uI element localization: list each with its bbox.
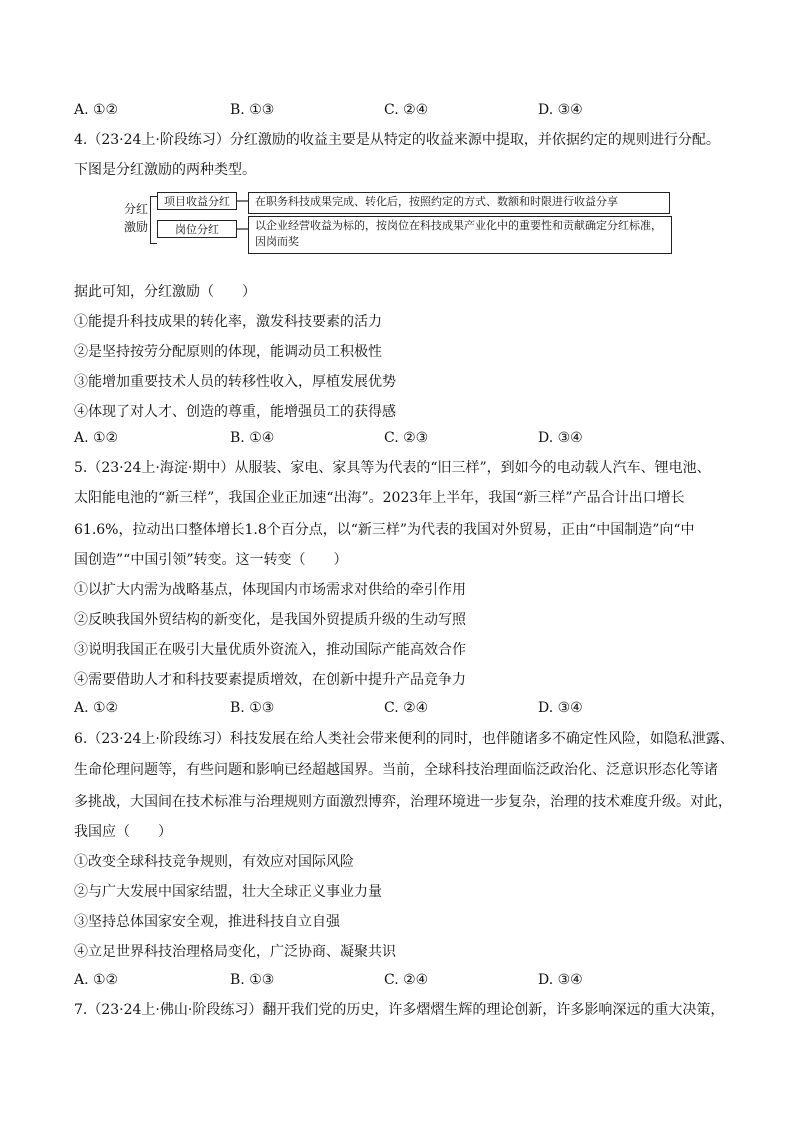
q6-option-c: C. ②④: [384, 972, 429, 988]
desc-box-project: 在职务科技成果完成、转化后，按照约定的方式、数额和时限进行收益分享: [248, 192, 670, 214]
q4-option-a: A. ①②: [74, 430, 119, 446]
diagram-root-label: 分红激励: [124, 202, 149, 234]
q5-stem-line-3: 61.6%，拉动出口整体增长1.8个百分点，以“新三样”为代表的我国对外贸易，正由“中国制造”向“中: [74, 522, 695, 538]
q5-option-d: D. ③④: [538, 700, 583, 716]
q4-option-c: C. ②③: [384, 430, 429, 446]
q5-stem-line-1: 5.（23·24上·海淀·期中）从服装、家电、家具等为代表的“旧三样”，到如今的电动载人汽车、锂电池、: [74, 460, 711, 476]
q5-stem-line-2: 太阳能电池的“新三样”，我国企业正加速“出海”。2023年上半年，我国“新三样”产品合计出口增长: [74, 490, 685, 506]
q3-option-c: C. ②④: [384, 102, 429, 118]
q6-item-3: ③坚持总体国家安全观，推进科技自立自强: [74, 914, 340, 930]
type-box-project: 项目收益分红: [157, 192, 237, 210]
q5-stem-line-4: 国创造”“中国引领”转变。这一转变（ ）: [74, 552, 348, 568]
q4-item-3: ③能增加重要技术人员的转移性收入，厚植发展优势: [74, 374, 396, 390]
desc-box-position: 以企业经营收益为标的，按岗位在科技成果产业化中的重要性和贡献确定分红标准，因岗而奖: [248, 216, 672, 254]
q6-option-a: A. ①②: [74, 972, 119, 988]
q4-prompt: 据此可知，分红激励（ ）: [74, 284, 256, 300]
q4-option-d: D. ③④: [538, 430, 583, 446]
q4-item-1: ①能提升科技成果的转化率，激发科技要素的活力: [74, 314, 382, 330]
q6-stem-line-3: 多挑战，大国间在技术标准与治理规则方面激烈博弈，治理环境进一步复杂，治理的技术难度升级。对此，: [74, 794, 732, 810]
q4-stem-line-2: 下图是分红激励的两种类型。: [74, 162, 256, 178]
q5-item-4: ④需要借助人才和科技要素提质增效，在创新中提升产品竞争力: [74, 672, 466, 688]
q5-option-c: C. ②④: [384, 700, 429, 716]
q6-item-1: ①改变全球科技竞争规则，有效应对国际风险: [74, 854, 354, 870]
dividend-incentive-diagram: [124, 190, 676, 260]
q5-item-1: ①以扩大内需为战略基点，体现国内市场需求对供给的牵引作用: [74, 582, 466, 598]
type-box-position: 岗位分红: [157, 220, 237, 238]
q4-option-b: B. ①④: [230, 430, 275, 446]
q3-option-a: A. ①②: [74, 102, 119, 118]
q4-item-4: ④体现了对人才、创造的尊重，能增强员工的获得感: [74, 404, 396, 420]
q3-option-b: B. ①③: [230, 102, 275, 118]
q3-option-d: D. ③④: [538, 102, 583, 118]
q5-option-b: B. ①③: [230, 700, 275, 716]
q6-item-4: ④立足世界科技治理格局变化，广泛协商、凝聚共识: [74, 944, 396, 960]
q4-item-2: ②是坚持按劳分配原则的体现，能调动员工积极性: [74, 344, 382, 360]
q6-stem-line-1: 6.（23·24上·阶段练习）科技发展在给人类社会带来便利的同时，也伴随诸多不确定性风险，如隐私泄露、: [74, 731, 734, 747]
q6-item-2: ②与广大发展中国家结盟，壮大全球正义事业力量: [74, 884, 382, 900]
q6-option-d: D. ③④: [538, 972, 583, 988]
q6-stem-line-2: 生命伦理问题等，有些问题和影响已经超越国界。当前，全球科技治理面临泛政治化、泛意识形态化等诸: [74, 762, 718, 778]
q5-item-3: ③说明我国正在吸引大量优质外资流入，推动国际产能高效合作: [74, 642, 466, 658]
q6-option-b: B. ①③: [230, 972, 275, 988]
q4-stem-line-1: 4.（23·24上·阶段练习）分红激励的收益主要是从特定的收益来源中提取，并依据约定的规则进行分配。: [74, 132, 720, 148]
q5-option-a: A. ①②: [74, 700, 119, 716]
q5-item-2: ②反映我国外贸结构的新变化，是我国外贸提质升级的生动写照: [74, 612, 466, 628]
diagram-brace: [150, 196, 157, 244]
q7-stem-line-1: 7.（23·24上·佛山·阶段练习）翻开我们党的历史，许多熠熠生辉的理论创新，许多影响深远的重大决策，: [74, 1002, 725, 1018]
q6-stem-line-4: 我国应（ ）: [74, 824, 172, 840]
